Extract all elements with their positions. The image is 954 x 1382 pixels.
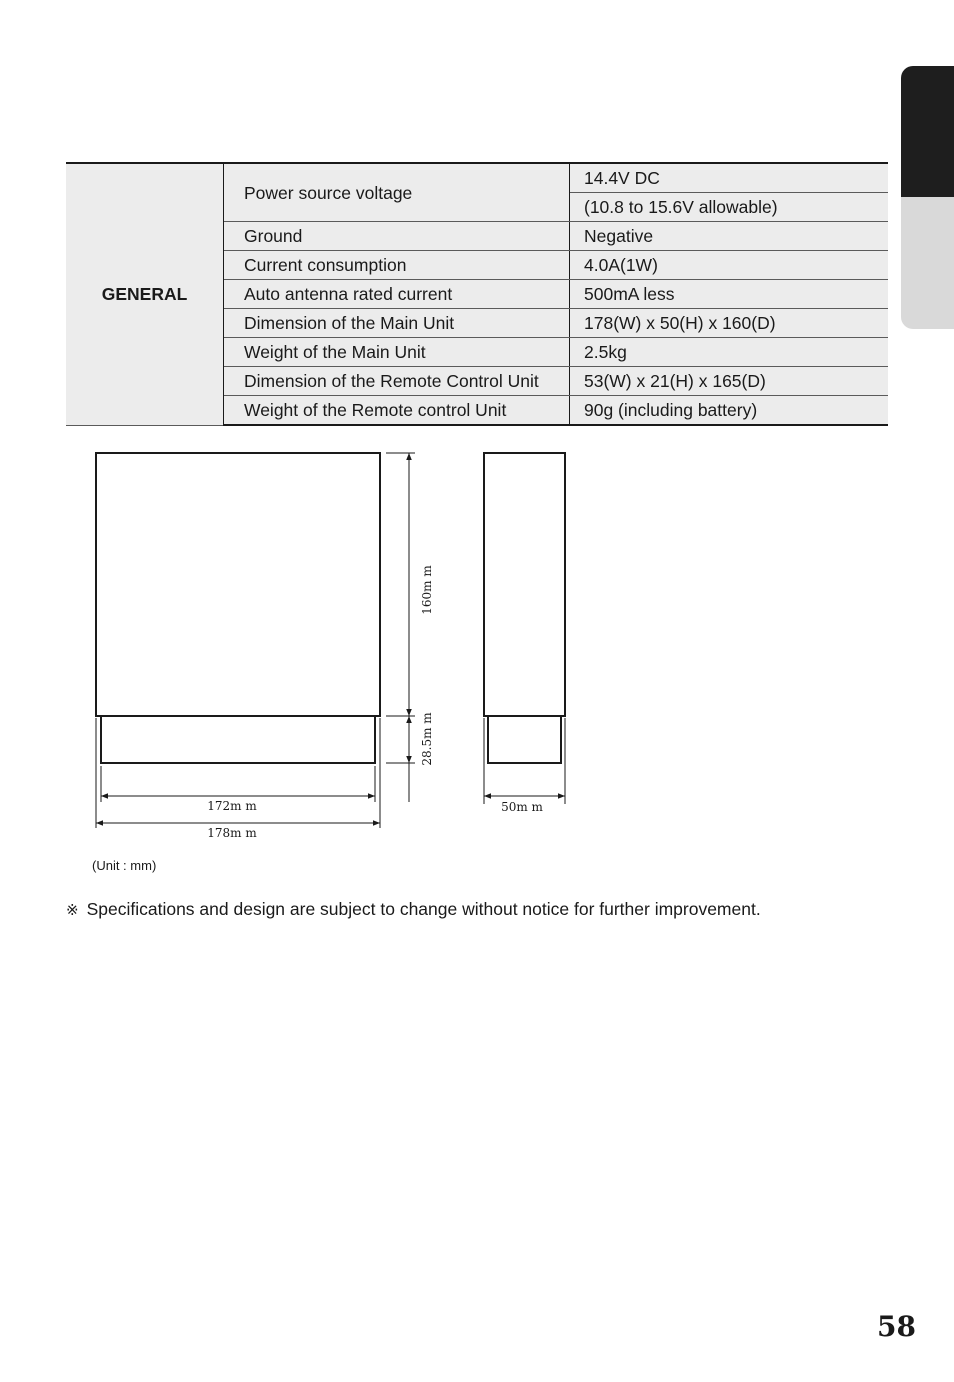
footnote-text: Specifications and design are subject to change without notice for further improvement. xyxy=(86,899,761,919)
spec-item: Weight of the Remote control Unit xyxy=(224,396,570,426)
footnote xyxy=(66,899,761,920)
depth-label: 160m m xyxy=(420,565,434,615)
side-unit-nose xyxy=(488,716,561,763)
spec-item: Dimension of the Main Unit xyxy=(224,309,570,338)
spec-item: Dimension of the Remote Control Unit xyxy=(224,367,570,396)
height-label: 50m m xyxy=(501,800,543,814)
spec-item: Weight of the Main Unit xyxy=(224,338,570,367)
spec-item: Current consumption xyxy=(224,251,570,280)
side-view-drawing xyxy=(484,453,565,814)
spec-value: 90g (including battery) xyxy=(570,396,889,426)
spec-value: 500mA less xyxy=(570,280,889,309)
nose-label: 28.5m m xyxy=(420,712,434,766)
spec-value: 4.0A(1W) xyxy=(570,251,889,280)
spec-value: 53(W) x 21(H) x 165(D) xyxy=(570,367,889,396)
reference-mark-icon: ※ xyxy=(66,902,79,919)
spec-item: Power source voltage xyxy=(224,163,570,222)
spec-value: 178(W) x 50(H) x 160(D) xyxy=(570,309,889,338)
spec-value: (10.8 to 15.6V allowable) xyxy=(570,193,889,222)
spec-value: 14.4V DC xyxy=(570,163,889,193)
category-label: GENERAL xyxy=(66,163,224,425)
inner-width-label: 172m m xyxy=(207,799,257,813)
spec-value: Negative xyxy=(570,222,889,251)
main-unit-nose xyxy=(101,716,375,763)
spec-item: Ground xyxy=(224,222,570,251)
main-unit-body xyxy=(96,453,380,716)
outer-width-label: 178m m xyxy=(207,826,257,840)
top-view-drawing xyxy=(96,453,434,840)
side-unit-body xyxy=(484,453,565,716)
unit-note: (Unit : mm) xyxy=(92,858,157,873)
spec-value: 2.5kg xyxy=(570,338,889,367)
spec-item: Auto antenna rated current xyxy=(224,280,570,309)
page-number: 58 xyxy=(877,1310,916,1343)
